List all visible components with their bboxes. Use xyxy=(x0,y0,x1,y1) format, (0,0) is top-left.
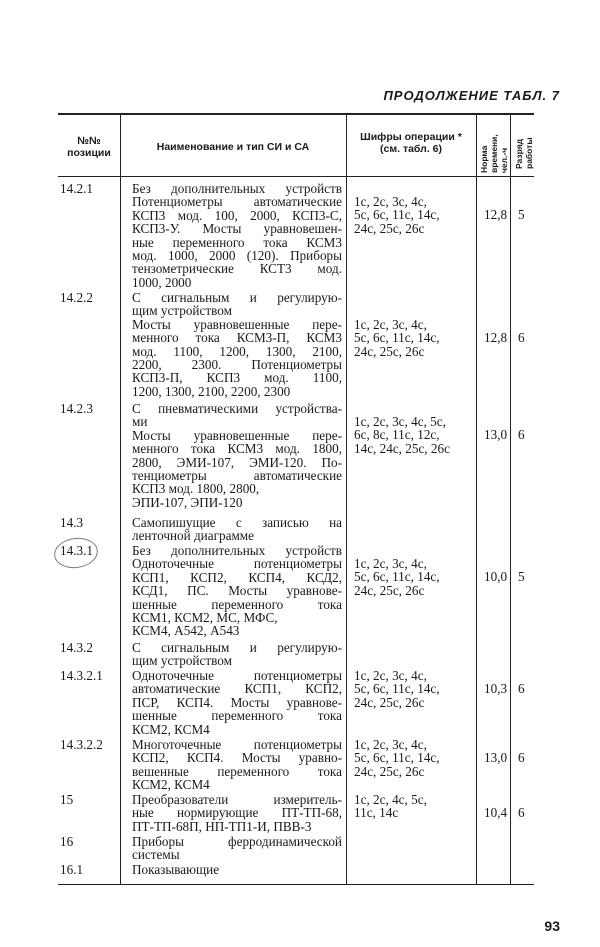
name-line: КСП3 мод. 100, 2000, КСП3-С, xyxy=(132,207,342,223)
time-norm-value: 13,0 xyxy=(484,750,508,765)
name-line: КСП3 мод. 1800, 2800, xyxy=(132,481,260,497)
position-number: 14.2.2 xyxy=(60,290,93,305)
name-line: КСМ1, КСМ2, МС, МФС, xyxy=(132,609,278,625)
header-bottom-rule xyxy=(58,176,534,177)
name-line: Мосты уравновешенные пере- xyxy=(132,427,342,443)
name-line: ПСР, КСП4. Мосты уравнове- xyxy=(132,694,342,710)
name-line: тензометрические КСТ3 мод. xyxy=(132,261,342,277)
code-line: 24с, 25с, 26с xyxy=(354,343,425,359)
name-line: менного тока КСМ3-П, КСМ3 xyxy=(132,330,342,346)
name-line: мод. 1000, 2000 (120). Приборы xyxy=(132,247,342,263)
name-line: вешенные переменного тока xyxy=(132,763,342,779)
header-work-grade: Разряд работы xyxy=(514,137,534,169)
name-line: менного тока КСМ3 мод. 1800, xyxy=(132,441,342,457)
code-line: 1с, 2с, 3с, 4с, xyxy=(354,737,427,752)
name-line: Без дополнительных устройств xyxy=(132,181,342,196)
header-time-norm: Норма времени, чел.-ч xyxy=(479,134,509,173)
name-line: С пневматическими устройства- xyxy=(132,401,342,416)
name-line: Без дополнительных устройств xyxy=(132,543,342,558)
position-number: 14.3.2.1 xyxy=(60,668,103,683)
name-line: шенные переменного тока xyxy=(132,708,342,724)
work-grade-value: 5 xyxy=(518,569,525,584)
code-line: 1с, 2с, 3с, 4с, xyxy=(354,668,427,683)
name-line: 2800, ЭМИ-107, ЭМИ-120. По- xyxy=(132,454,342,470)
header-position: №№ позиции xyxy=(67,135,111,159)
time-norm-value: 10,4 xyxy=(484,805,508,820)
instrument-name xyxy=(132,641,342,668)
name-line: Многоточечные потенциометры xyxy=(132,737,342,752)
instrument-name xyxy=(132,835,342,862)
name-line: автоматические КСП1, КСП2, xyxy=(132,681,342,697)
name-line: 2200, 2300. Потенциометры xyxy=(132,356,342,372)
table-top-rule xyxy=(58,113,534,115)
operation-codes xyxy=(354,738,478,778)
code-line: 14с, 24с, 25с, 26с xyxy=(354,440,450,456)
name-line: Преобразователи измеритель- xyxy=(132,792,342,807)
instrument-name xyxy=(132,738,342,792)
name-line: Мосты уравновешенные пере- xyxy=(132,316,342,332)
instrument-name xyxy=(132,669,342,736)
code-line: 24с, 25с, 26с xyxy=(354,763,425,779)
position-number: 16 xyxy=(60,834,74,849)
instrument-name xyxy=(132,182,342,289)
time-norm-value: 10,3 xyxy=(484,681,508,696)
code-line: 1с, 2с, 4с, 5с, xyxy=(354,792,427,807)
work-grade-value: 6 xyxy=(518,805,525,820)
name-line: мод. 1100, 1200, 1300, 2100, xyxy=(132,343,342,359)
position-number: 14.2.1 xyxy=(60,181,93,196)
code-line: 1с, 2с, 3с, 4с, xyxy=(354,556,427,571)
name-line: ЭПИ-107, ЭПИ-120 xyxy=(132,494,243,510)
work-grade-value: 6 xyxy=(518,427,525,442)
operation-codes xyxy=(354,557,478,597)
name-line: 1200, 1300, 2100, 2200, 2300 xyxy=(132,383,291,399)
instrument-name xyxy=(132,402,342,509)
name-line: Одноточечные потенциометры xyxy=(132,668,342,683)
table-continuation-note: ПРОДОЛЖЕНИЕ ТАБЛ. 7 xyxy=(383,88,560,103)
col-divider xyxy=(120,113,121,885)
instrument-name xyxy=(132,863,342,876)
name-line: Потенциометры автоматические xyxy=(132,194,342,210)
work-grade-value: 6 xyxy=(518,330,525,345)
code-line: 1с, 2с, 3с, 4с, xyxy=(354,194,427,209)
work-grade-value: 6 xyxy=(518,681,525,696)
code-line: 5с, 6с, 11с, 14с, xyxy=(354,569,440,585)
instrument-name xyxy=(132,544,342,638)
instrument-name xyxy=(132,793,342,833)
time-norm-value: 12,8 xyxy=(484,207,508,222)
code-line: 5с, 6с, 11с, 14с, xyxy=(354,681,440,697)
position-number: 14.3.2 xyxy=(60,640,93,655)
norms-table xyxy=(58,113,534,885)
work-grade-value: 5 xyxy=(518,207,525,222)
table-bottom-rule xyxy=(58,884,534,885)
name-line: щим устройством xyxy=(132,303,232,319)
header-name: Наименование и тип СИ и СА xyxy=(156,141,310,153)
name-line: С сигнальным и регулирую- xyxy=(132,290,342,305)
name-line: ленточной диаграмме xyxy=(132,528,254,544)
name-line: КСМ2, КСМ4 xyxy=(132,777,210,793)
position-number: 14.3 xyxy=(60,515,84,530)
name-line: КСП1, КСП2, КСП4, КСД2, xyxy=(132,569,342,585)
name-line: КСМ4, А542, А543 xyxy=(132,623,240,639)
name-line: Приборы ферродинамической xyxy=(132,834,342,849)
code-line: 5с, 6с, 11с, 14с, xyxy=(354,330,440,346)
name-line: Самопишущие с записью на xyxy=(132,515,342,530)
work-grade-value: 6 xyxy=(518,750,525,765)
name-line: Одноточечные потенциометры xyxy=(132,556,342,572)
name-line: КСП3-У. Мосты уравновешен- xyxy=(132,221,342,237)
time-norm-value: 12,8 xyxy=(484,330,508,345)
name-line: шенные переменного тока xyxy=(132,596,342,612)
instrument-name xyxy=(132,291,342,398)
page-number: 93 xyxy=(544,918,560,934)
time-norm-value: 13,0 xyxy=(484,427,508,442)
col-divider xyxy=(510,113,511,885)
position-number: 16.1 xyxy=(60,862,84,877)
code-line: 24с, 25с, 26с xyxy=(354,220,425,236)
name-line: КСП2, КСП4. Мосты уравно- xyxy=(132,750,342,766)
name-line: 1000, 2000 xyxy=(132,274,192,290)
name-line: ми xyxy=(132,414,148,430)
name-line: ные нормирующие ПТ-ТП-68, xyxy=(132,805,342,821)
name-line: КСД1, ПС. Мосты уравнове- xyxy=(132,583,342,599)
name-line: КСМ2, КСМ4 xyxy=(132,721,210,737)
code-line: 24с, 25с, 26с xyxy=(354,582,425,598)
position-number: 14.3.1 xyxy=(60,543,93,558)
code-line: 5с, 6с, 11с, 14с, xyxy=(354,750,440,766)
operation-codes xyxy=(354,318,478,358)
position-number: 14.2.3 xyxy=(60,401,93,416)
code-line: 6с, 8с, 11с, 12с, xyxy=(354,427,440,443)
name-line: КСП3-П, КСП3 мод. 1100, xyxy=(132,370,342,386)
position-number: 14.3.2.2 xyxy=(60,737,103,752)
code-line: 1с, 2с, 3с, 4с, 5с, xyxy=(354,414,446,429)
name-line: Показывающие xyxy=(132,862,220,877)
name-line: ПТ-ТП-68П, НП-ТП1-И, ПВВ-3 xyxy=(132,818,312,834)
name-line: щим устройством xyxy=(132,653,232,669)
operation-codes xyxy=(354,793,478,820)
name-line: тенциометры автоматические xyxy=(132,467,342,483)
time-norm-value: 10,0 xyxy=(484,569,508,584)
col-divider xyxy=(346,113,347,885)
code-line: 1с, 2с, 3с, 4с, xyxy=(354,317,427,332)
code-line: 5с, 6с, 11с, 14с, xyxy=(354,207,440,223)
operation-codes xyxy=(354,415,478,455)
code-line: 11с, 14с xyxy=(354,805,399,821)
header-op-codes: Шифры операции * (см. табл. 6) xyxy=(360,131,462,155)
name-line: С сигнальным и регулирую- xyxy=(132,640,342,655)
code-line: 24с, 25с, 26с xyxy=(354,694,425,710)
position-number: 15 xyxy=(60,792,74,807)
operation-codes xyxy=(354,195,478,235)
name-line: системы xyxy=(132,847,180,863)
instrument-name xyxy=(132,516,342,543)
operation-codes xyxy=(354,669,478,709)
name-line: ные переменного тока КСМ3 xyxy=(132,234,342,250)
